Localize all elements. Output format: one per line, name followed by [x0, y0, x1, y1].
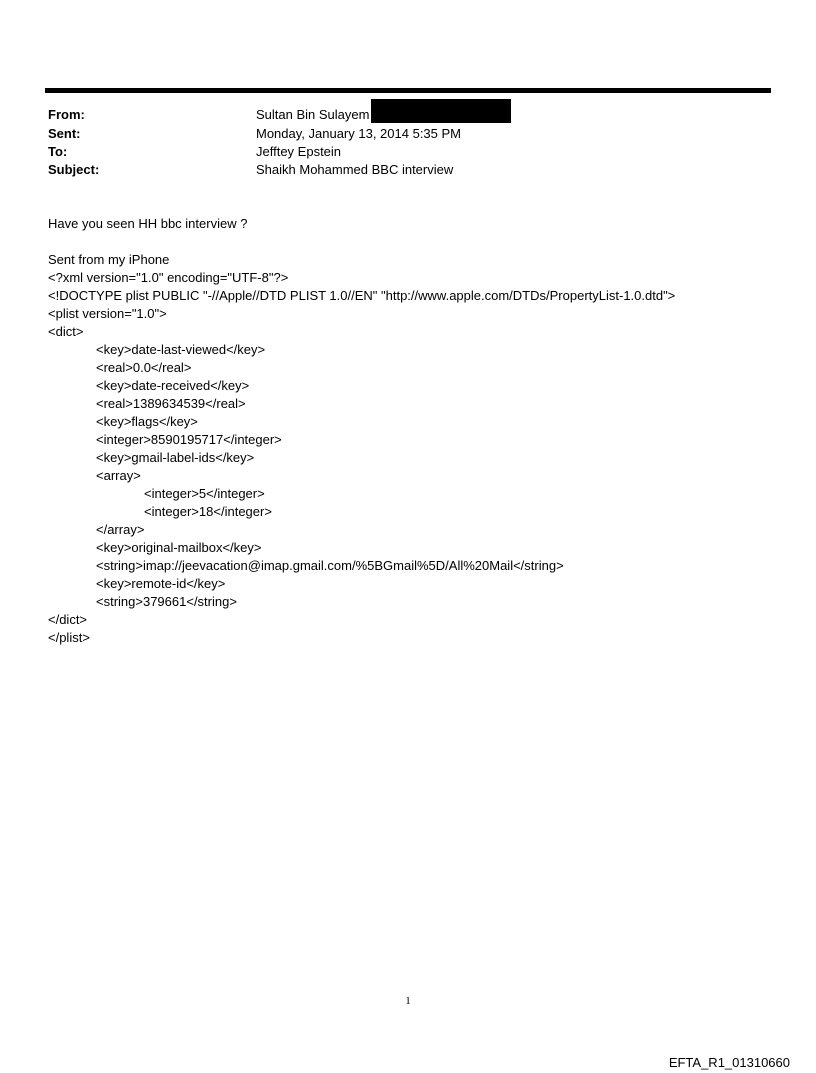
xml-line: </plist> [48, 630, 90, 645]
xml-line: </dict> [48, 612, 88, 627]
sent-label: Sent: [48, 126, 81, 141]
xml-line: <integer>18</integer> [144, 504, 272, 519]
xml-line: <plist version="1.0"> [48, 306, 167, 321]
to-value: Jefftey Epstein [256, 144, 342, 159]
xml-line: <?xml version="1.0" encoding="UTF-8"?> [48, 270, 289, 285]
from-value: Sultan Bin Sulayem [256, 107, 370, 122]
xml-line: <key>flags</key> [96, 414, 198, 429]
xml-line: <real>0.0</real> [96, 360, 192, 375]
xml-line: </array> [96, 522, 145, 537]
xml-line: <key>date-last-viewed</key> [96, 342, 266, 357]
xml-line: <key>date-received</key> [96, 378, 250, 393]
xml-line: <key>original-mailbox</key> [96, 540, 262, 555]
xml-line: <key>remote-id</key> [96, 576, 226, 591]
from-label: From: [48, 107, 85, 122]
signature-text: Sent from my iPhone [48, 252, 170, 267]
to-label: To: [48, 144, 68, 159]
subject-value: Shaikh Mohammed BBC interview [256, 162, 454, 177]
xml-line: <real>1389634539</real> [96, 396, 246, 411]
xml-line: <key>gmail-label-ids</key> [96, 450, 255, 465]
sent-value: Monday, January 13, 2014 5:35 PM [256, 126, 461, 141]
document-id: EFTA_R1_01310660 [668, 1055, 790, 1070]
xml-line: <!DOCTYPE plist PUBLIC "-//Apple//DTD PLIST 1.0//EN" "http://www.apple.com/DTDs/PropertyList-1.0.dtd"> [48, 288, 676, 303]
xml-line: <dict> [48, 324, 84, 339]
xml-line: <string>imap://jeevacation@imap.gmail.com/%5BGmail%5D/All%20Mail</string> [96, 558, 564, 573]
subject-label: Subject: [48, 162, 100, 177]
header-rule [45, 88, 771, 93]
page-number: 1 [405, 995, 411, 1007]
redaction-block [371, 99, 511, 123]
xml-line: <array> [96, 468, 141, 483]
message-text: Have you seen HH bbc interview ? [48, 216, 248, 231]
xml-line: <integer>8590195717</integer> [96, 432, 282, 447]
xml-line: <string>379661</string> [96, 594, 237, 609]
xml-line: <integer>5</integer> [144, 486, 265, 501]
